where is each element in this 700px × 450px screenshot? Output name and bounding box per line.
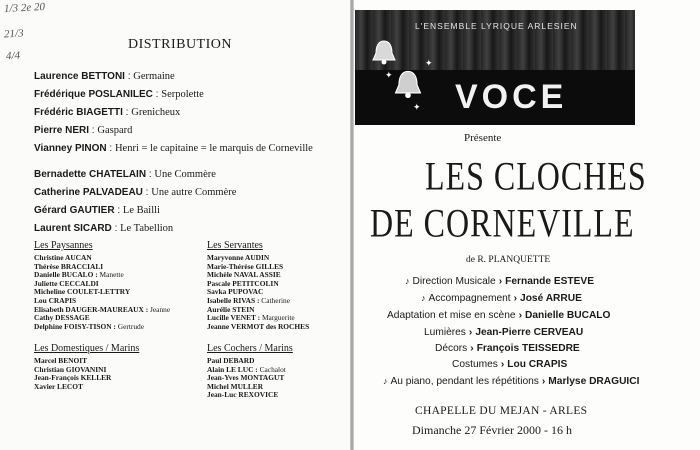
cast-name: Vianney PINON	[34, 143, 107, 154]
credit-name: Jean-Pierre CERVEAU	[475, 327, 584, 338]
member-name: Elisabeth DAUGER-MAUREAUX	[34, 304, 144, 314]
cast-row: Pierre NERI : Gaspard	[34, 125, 133, 136]
member-name: Jean-Yves MONTAGUT	[207, 373, 285, 383]
cast-row: Laurent SICARD : Le Tabellion	[34, 223, 174, 234]
sparkle-icon: ✦	[385, 70, 393, 80]
servantes-list	[207, 254, 309, 331]
venue: CHAPELLE DU MEJAN - ARLES	[415, 405, 588, 417]
credit-row	[435, 343, 580, 354]
handwritten-note-1: 1/3 2e 20	[3, 0, 46, 16]
show-title-line1: LES CLOCHES	[425, 153, 647, 198]
member-name: Xavier LECOT	[34, 381, 83, 391]
credit-row	[452, 359, 567, 370]
arrow-right-icon: ›	[541, 376, 546, 387]
credit-name: Lou CRAPIS	[507, 359, 568, 370]
cast-name: Frédéric BIAGETTI	[34, 107, 123, 118]
cast-role: Une autre Commère	[151, 187, 237, 198]
handwritten-note-3: 4/4	[5, 49, 21, 63]
voce-banner	[355, 10, 635, 125]
member-name: Marie-Thérèse GILLES	[207, 261, 284, 271]
member-row: Elisabeth DAUGER-MAUREAUX : Jeanne	[34, 304, 171, 314]
cast-role: Germaine	[133, 71, 175, 82]
paysannes-list	[34, 254, 170, 331]
member-name: Marcel BENOIT	[34, 356, 88, 365]
member-row: Danielle BUCALO : Manette	[34, 270, 124, 280]
cast-row: Catherine PALVADEAU : Une autre Commère	[34, 187, 237, 198]
credit-row	[387, 310, 610, 321]
cast-role: Gaspard	[97, 125, 133, 136]
cast-row: Bernadette CHATELAIN : Une Commère	[34, 169, 216, 180]
bell-icon	[391, 68, 425, 102]
ensemble-name: L'ENSEMBLE LYRIQUE ARLESIEN	[415, 21, 578, 31]
credit-label: Costumes	[452, 359, 498, 370]
credit-row	[421, 293, 582, 304]
voce-logo: VOCE	[455, 78, 568, 116]
member-name: Lucille VENET	[207, 313, 256, 323]
member-row: Lucille VENET : Marguerite	[207, 313, 295, 323]
credit-label: Au piano, pendant les répétitions	[390, 376, 539, 387]
member-row	[207, 323, 309, 332]
member-role: Jeanne	[150, 304, 171, 314]
member-row	[207, 391, 286, 400]
domestiques-heading: Les Domestiques / Marins	[34, 343, 140, 354]
cast-row: Vianney PINON : Henri = le capitaine = le marquis de Corneville	[34, 143, 313, 154]
credit-name: Fernande ESTEVE	[505, 276, 595, 287]
cast-name: Laurent SICARD	[34, 223, 112, 234]
page-fold	[350, 0, 354, 450]
credit-label: Décors	[435, 343, 468, 354]
member-name: Jeanne VERMOT des ROCHES	[207, 321, 310, 331]
member-name: Savka PUPOVAC	[207, 287, 264, 297]
sparkle-icon: ✦	[425, 58, 433, 68]
handwritten-note-2: 21/3	[3, 27, 24, 41]
domestiques-list	[34, 357, 111, 391]
member-row	[34, 383, 111, 392]
cast-row: Frédérique POSLANILEC : Serpolette	[34, 89, 204, 100]
member-name: Micheline COULET-LETTRY	[34, 287, 131, 297]
bell-icon	[369, 38, 399, 68]
member-role: Gertrude	[117, 321, 144, 331]
cast-role: Henri = le capitaine = le marquis de Corneville	[114, 143, 313, 154]
member-name: Lou CRAPIS	[34, 295, 77, 305]
member-row: Alain LE LUC : Cachalot	[207, 364, 286, 374]
member-row: Isabelle RIVAS : Catherine	[207, 295, 291, 305]
arrow-right-icon: ›	[513, 293, 518, 304]
cast-role: Grenicheux	[131, 107, 181, 118]
cast-role: Une Commère	[154, 169, 216, 180]
member-name: Maryvonne AUDIN	[207, 253, 270, 262]
member-name: Christian GIOVANINI	[34, 364, 107, 374]
credit-row	[424, 327, 583, 338]
member-name: Paul DEBARD	[207, 356, 255, 365]
credit-label: Lumières	[424, 327, 466, 338]
member-role: Catherine	[261, 295, 291, 305]
cast-role: Serpolette	[161, 89, 204, 100]
member-name: Michèle NAVAL ASSIE	[207, 270, 281, 280]
member-name: Michel MULLER	[207, 381, 264, 391]
member-name: Thérèse BRACCIALI	[34, 261, 104, 271]
servantes-heading: Les Servantes	[207, 240, 263, 251]
credit-row	[405, 276, 594, 287]
member-name: Jean-François KELLER	[34, 373, 112, 383]
performance-date: Dimanche 27 Février 2000 - 16 h	[412, 423, 572, 437]
credit-row	[383, 376, 639, 387]
paysannes-heading: Les Paysannes	[34, 240, 93, 251]
cast-role: Le Tabellion	[120, 223, 174, 234]
member-name: Juliette CECCALDI	[34, 278, 99, 288]
cast-name: Laurence BETTONI	[34, 71, 125, 82]
cast-name: Frédérique POSLANILEC	[34, 89, 153, 100]
credit-name: José ARRUE	[520, 293, 582, 304]
presente-label: Présente	[464, 132, 502, 144]
cast-name: Bernadette CHATELAIN	[34, 169, 147, 180]
member-role: Cachalot	[259, 364, 286, 374]
cast-row: Laurence BETTONI : Germaine	[34, 71, 175, 82]
cochers-list	[207, 357, 286, 400]
cochers-heading: Les Cochers / Marins	[207, 343, 293, 354]
composer-credit: de R. PLANQUETTE	[466, 255, 551, 265]
credit-name: François TEISSEDRE	[476, 343, 580, 354]
arrow-right-icon: ›	[518, 310, 522, 321]
member-name: Cathy DESSAGE	[34, 313, 90, 323]
arrow-right-icon: ›	[498, 276, 503, 287]
cast-role: Le Bailli	[122, 205, 160, 216]
cast-name: Catherine PALVADEAU	[34, 187, 143, 198]
credit-name: Danielle BUCALO	[524, 310, 611, 321]
music-note-icon: ♪	[383, 376, 388, 386]
arrow-right-icon: ›	[500, 359, 505, 370]
cast-row: Gérard GAUTIER : Le Bailli	[34, 205, 160, 216]
member-name: Jean-Luc REXOVICE	[207, 390, 279, 400]
arrow-right-icon: ›	[470, 343, 474, 354]
sparkle-icon: ✦	[413, 102, 421, 112]
member-name: Alain LE LUC	[207, 364, 254, 374]
credit-name: Marlyse DRAGUICI	[548, 376, 640, 387]
member-name: Danielle BUCALO	[34, 270, 94, 280]
member-name: Aurélie STEIN	[207, 304, 255, 314]
music-note-icon: ♪	[421, 293, 426, 303]
music-note-icon: ♪	[405, 276, 410, 286]
member-name: Pascale PETITCOLIN	[207, 278, 279, 288]
member-role: Manette	[99, 270, 124, 280]
member-name: Delphine FOISY-TISON	[34, 321, 112, 331]
credit-label: Adaptation et mise en scène	[387, 310, 516, 321]
member-name: Isabelle RIVAS	[207, 295, 256, 305]
member-name: Christine AUCAN	[34, 253, 92, 262]
credit-label: Accompagnement	[428, 293, 511, 304]
show-title-line2: DE CORNEVILLE	[370, 200, 635, 245]
cast-name: Pierre NERI	[34, 125, 90, 136]
credit-label: Direction Musicale	[412, 276, 496, 287]
cast-name: Gérard GAUTIER	[34, 205, 115, 216]
distribution-title: DISTRIBUTION	[128, 37, 232, 52]
member-row: Delphine FOISY-TISON : Gertrude	[34, 321, 144, 331]
member-role: Marguerite	[261, 313, 295, 323]
cast-row: Frédéric BIAGETTI : Grenicheux	[34, 107, 181, 118]
arrow-right-icon: ›	[468, 327, 473, 338]
